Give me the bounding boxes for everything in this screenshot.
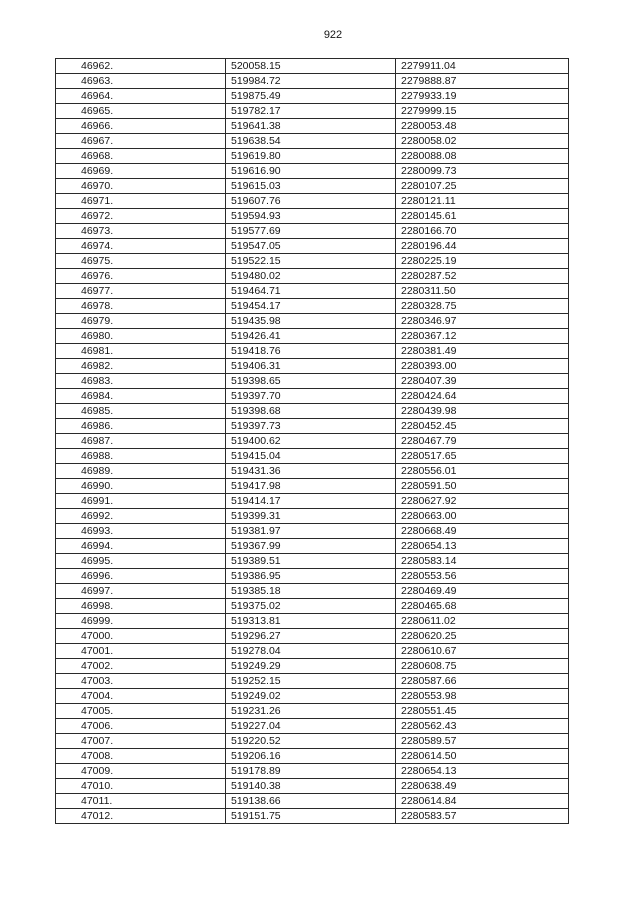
table-row [56,629,569,644]
first-value-cell: 519454.17 [226,299,396,314]
index-cell: 46995. [56,554,226,569]
second-value-cell: 2280556.01 [396,464,569,479]
table-row [56,419,569,434]
table-row [56,359,569,374]
second-value-cell: 2280614.84 [396,794,569,809]
first-value-cell: 519435.98 [226,314,396,329]
first-value-cell: 519638.54 [226,134,396,149]
second-value-cell: 2280668.49 [396,524,569,539]
table-row [56,809,569,824]
table-row [56,479,569,494]
second-value-cell: 2280562.43 [396,719,569,734]
first-value-cell: 519616.90 [226,164,396,179]
table-row [56,524,569,539]
first-value-cell: 519249.02 [226,689,396,704]
second-value-cell: 2280393.00 [396,359,569,374]
index-cell: 46985. [56,404,226,419]
first-value-cell: 519984.72 [226,74,396,89]
first-value-cell: 519480.02 [226,269,396,284]
index-cell: 46970. [56,179,226,194]
table-row [56,674,569,689]
table-row [56,209,569,224]
first-value-cell: 519206.16 [226,749,396,764]
index-cell: 47001. [56,644,226,659]
first-value-cell: 519278.04 [226,644,396,659]
index-cell: 46975. [56,254,226,269]
first-value-cell: 519151.75 [226,809,396,824]
first-value-cell: 519615.03 [226,179,396,194]
page-number: 922 [323,29,343,41]
first-value-cell: 519138.66 [226,794,396,809]
index-cell: 47003. [56,674,226,689]
second-value-cell: 2280583.57 [396,809,569,824]
index-cell: 47008. [56,749,226,764]
first-value-cell: 519547.05 [226,239,396,254]
second-value-cell: 2280196.44 [396,239,569,254]
second-value-cell: 2280099.73 [396,164,569,179]
second-value-cell: 2280551.45 [396,704,569,719]
index-cell: 47007. [56,734,226,749]
first-value-cell: 519375.02 [226,599,396,614]
second-value-cell: 2279911.04 [396,59,569,74]
table-row [56,119,569,134]
table-row [56,659,569,674]
index-cell: 46977. [56,284,226,299]
table-row [56,599,569,614]
index-cell: 46980. [56,329,226,344]
second-value-cell: 2280663.00 [396,509,569,524]
second-value-cell: 2280346.97 [396,314,569,329]
first-value-cell: 519397.70 [226,389,396,404]
second-value-cell: 2280627.92 [396,494,569,509]
index-cell: 47006. [56,719,226,734]
second-value-cell: 2279999.15 [396,104,569,119]
table-row [56,374,569,389]
first-value-cell: 519249.29 [226,659,396,674]
index-cell: 46969. [56,164,226,179]
second-value-cell: 2280591.50 [396,479,569,494]
table-row [56,254,569,269]
table-row [56,794,569,809]
table-row [56,779,569,794]
second-value-cell: 2280553.56 [396,569,569,584]
first-value-cell: 519220.52 [226,734,396,749]
second-value-cell: 2280381.49 [396,344,569,359]
table-row [56,104,569,119]
table-row [56,764,569,779]
table-row [56,719,569,734]
first-value-cell: 520058.15 [226,59,396,74]
index-cell: 46991. [56,494,226,509]
first-value-cell: 519140.38 [226,779,396,794]
table-row [56,464,569,479]
index-cell: 46978. [56,299,226,314]
table-row [56,74,569,89]
first-value-cell: 519426.41 [226,329,396,344]
index-cell: 47004. [56,689,226,704]
coordinates-table [55,58,569,824]
index-cell: 46967. [56,134,226,149]
index-cell: 46964. [56,89,226,104]
table-row [56,314,569,329]
first-value-cell: 519398.68 [226,404,396,419]
index-cell: 46979. [56,314,226,329]
index-cell: 46999. [56,614,226,629]
first-value-cell: 519397.73 [226,419,396,434]
second-value-cell: 2280469.49 [396,584,569,599]
second-value-cell: 2280088.08 [396,149,569,164]
second-value-cell: 2280311.50 [396,284,569,299]
first-value-cell: 519227.04 [226,719,396,734]
index-cell: 46986. [56,419,226,434]
table-row [56,149,569,164]
table-row [56,89,569,104]
index-cell: 46965. [56,104,226,119]
table-row [56,539,569,554]
second-value-cell: 2280287.52 [396,269,569,284]
table-row [56,449,569,464]
first-value-cell: 519398.65 [226,374,396,389]
second-value-cell: 2280465.68 [396,599,569,614]
second-value-cell: 2280121.11 [396,194,569,209]
first-value-cell: 519406.31 [226,359,396,374]
table-row [56,584,569,599]
second-value-cell: 2280553.98 [396,689,569,704]
index-cell: 46963. [56,74,226,89]
first-value-cell: 519431.36 [226,464,396,479]
second-value-cell: 2280424.64 [396,389,569,404]
index-cell: 46998. [56,599,226,614]
table-row [56,614,569,629]
index-cell: 46996. [56,569,226,584]
second-value-cell: 2280058.02 [396,134,569,149]
first-value-cell: 519252.15 [226,674,396,689]
second-value-cell: 2280107.25 [396,179,569,194]
table-row [56,59,569,74]
first-value-cell: 519875.49 [226,89,396,104]
index-cell: 47005. [56,704,226,719]
index-cell: 46993. [56,524,226,539]
first-value-cell: 519385.18 [226,584,396,599]
second-value-cell: 2280654.13 [396,539,569,554]
table-row [56,569,569,584]
table-row [56,344,569,359]
table-row [56,134,569,149]
second-value-cell: 2280654.13 [396,764,569,779]
table-row [56,404,569,419]
table-row [56,194,569,209]
table-row [56,224,569,239]
first-value-cell: 519178.89 [226,764,396,779]
first-value-cell: 519381.97 [226,524,396,539]
index-cell: 46976. [56,269,226,284]
second-value-cell: 2280517.65 [396,449,569,464]
index-cell: 46990. [56,479,226,494]
index-cell: 47002. [56,659,226,674]
first-value-cell: 519641.38 [226,119,396,134]
index-cell: 47010. [56,779,226,794]
table-row [56,494,569,509]
second-value-cell: 2280608.75 [396,659,569,674]
table-row [56,164,569,179]
index-cell: 46971. [56,194,226,209]
first-value-cell: 519386.95 [226,569,396,584]
index-cell: 46987. [56,434,226,449]
table-row [56,329,569,344]
table-row [56,734,569,749]
first-value-cell: 519414.17 [226,494,396,509]
first-value-cell: 519296.27 [226,629,396,644]
second-value-cell: 2280611.02 [396,614,569,629]
table-row [56,389,569,404]
index-cell: 46992. [56,509,226,524]
first-value-cell: 519417.98 [226,479,396,494]
first-value-cell: 519313.81 [226,614,396,629]
index-cell: 46973. [56,224,226,239]
first-value-cell: 519464.71 [226,284,396,299]
first-value-cell: 519522.15 [226,254,396,269]
table-row [56,554,569,569]
table-row [56,644,569,659]
second-value-cell: 2280145.61 [396,209,569,224]
second-value-cell: 2280166.70 [396,224,569,239]
index-cell: 46988. [56,449,226,464]
first-value-cell: 519399.31 [226,509,396,524]
index-cell: 46989. [56,464,226,479]
table-row [56,299,569,314]
index-cell: 47012. [56,809,226,824]
index-cell: 46966. [56,119,226,134]
first-value-cell: 519367.99 [226,539,396,554]
first-value-cell: 519594.93 [226,209,396,224]
index-cell: 46981. [56,344,226,359]
index-cell: 46972. [56,209,226,224]
second-value-cell: 2280587.66 [396,674,569,689]
second-value-cell: 2280583.14 [396,554,569,569]
table-row [56,179,569,194]
second-value-cell: 2280367.12 [396,329,569,344]
first-value-cell: 519607.76 [226,194,396,209]
first-value-cell: 519415.04 [226,449,396,464]
first-value-cell: 519577.69 [226,224,396,239]
second-value-cell: 2280225.19 [396,254,569,269]
first-value-cell: 519418.76 [226,344,396,359]
index-cell: 46982. [56,359,226,374]
second-value-cell: 2280638.49 [396,779,569,794]
first-value-cell: 519400.62 [226,434,396,449]
second-value-cell: 2279888.87 [396,74,569,89]
first-value-cell: 519389.51 [226,554,396,569]
second-value-cell: 2280407.39 [396,374,569,389]
first-value-cell: 519782.17 [226,104,396,119]
second-value-cell: 2279933.19 [396,89,569,104]
table-row [56,239,569,254]
second-value-cell: 2280614.50 [396,749,569,764]
table-row [56,689,569,704]
index-cell: 47011. [56,794,226,809]
index-cell: 46997. [56,584,226,599]
second-value-cell: 2280610.67 [396,644,569,659]
index-cell: 46983. [56,374,226,389]
index-cell: 47009. [56,764,226,779]
table-row [56,434,569,449]
second-value-cell: 2280589.57 [396,734,569,749]
second-value-cell: 2280620.25 [396,629,569,644]
second-value-cell: 2280328.75 [396,299,569,314]
index-cell: 46974. [56,239,226,254]
first-value-cell: 519231.26 [226,704,396,719]
table-row [56,704,569,719]
index-cell: 47000. [56,629,226,644]
table-row [56,509,569,524]
index-cell: 46962. [56,59,226,74]
table-row [56,269,569,284]
index-cell: 46984. [56,389,226,404]
table-body [56,59,569,824]
second-value-cell: 2280439.98 [396,404,569,419]
second-value-cell: 2280452.45 [396,419,569,434]
table-row [56,749,569,764]
second-value-cell: 2280053.48 [396,119,569,134]
first-value-cell: 519619.80 [226,149,396,164]
second-value-cell: 2280467.79 [396,434,569,449]
index-cell: 46994. [56,539,226,554]
table-row [56,284,569,299]
index-cell: 46968. [56,149,226,164]
